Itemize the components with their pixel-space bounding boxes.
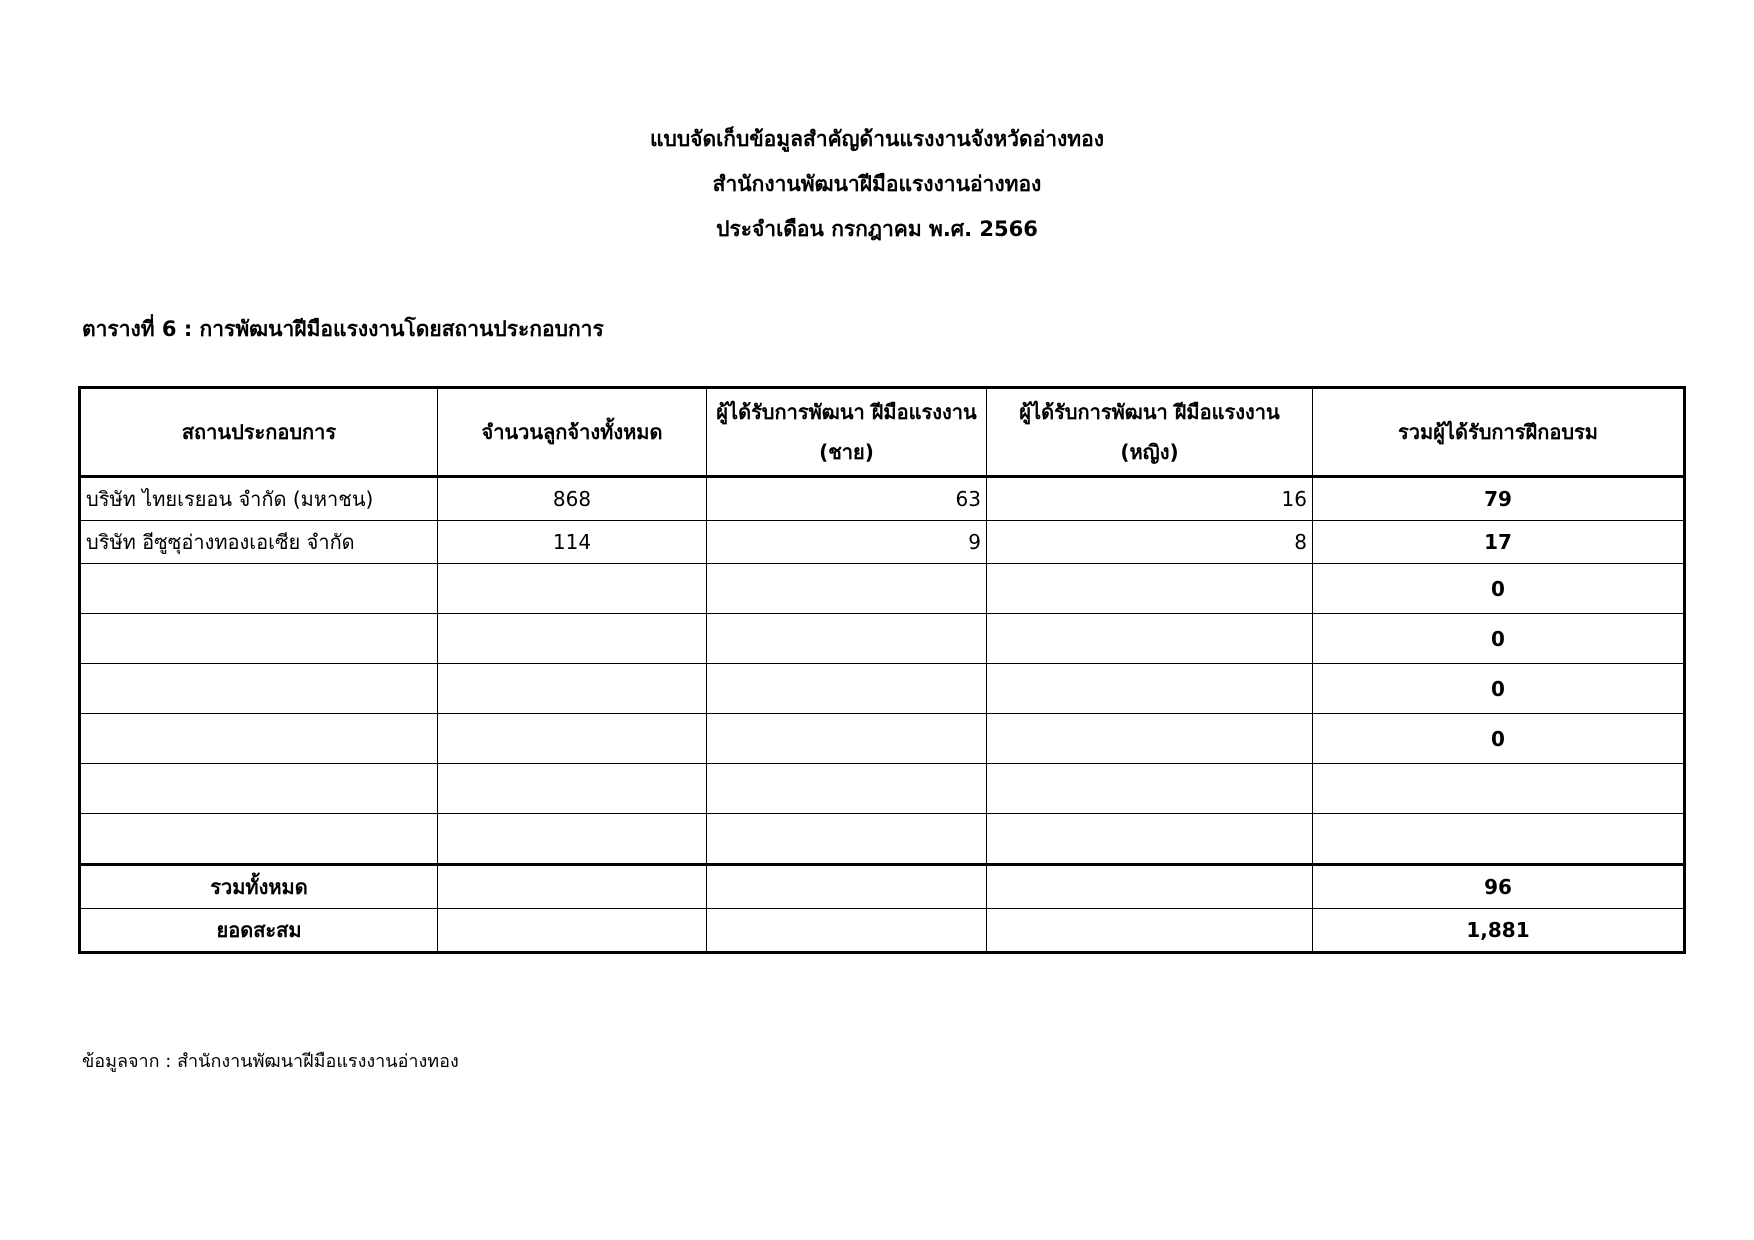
cell-male-trainees [707, 564, 987, 614]
cell-establishment [80, 664, 438, 714]
cell-male-trainees: 63 [707, 477, 987, 521]
cell-total-trainees [1313, 764, 1685, 814]
table-row [80, 477, 1685, 521]
cell-total-trainees: 0 [1313, 564, 1685, 614]
total-row [80, 865, 1685, 909]
cell-total-employees [438, 714, 707, 764]
cell-establishment [80, 714, 438, 764]
cell-establishment: บริษัท อีซูซุอ่างทองเอเซีย จำกัด [80, 521, 438, 564]
total-row-label: รวมทั้งหมด [80, 865, 438, 909]
table-row [80, 714, 1685, 764]
column-header-female-trainees: ผู้ได้รับการพัฒนา ฝีมือแรงงาน (หญิง) [987, 388, 1313, 477]
column-header-total-employees: จำนวนลูกจ้างทั้งหมด [438, 388, 707, 477]
table-row [80, 614, 1685, 664]
source-note: ข้อมูลจาก : สำนักงานพัฒนาฝีมือแรงงานอ่างทอง [82, 1051, 459, 1072]
cell-total-trainees: 17 [1313, 521, 1685, 564]
table-caption: ตารางที่ 6 : การพัฒนาฝีมือแรงงานโดยสถานประกอบการ [82, 317, 604, 341]
header-period: ประจำเดือน กรกฎาคม พ.ศ. 2566 [716, 217, 1038, 241]
total-male-trainees [707, 865, 987, 909]
cell-total-employees [438, 814, 707, 865]
document-header [0, 117, 1754, 252]
cell-establishment [80, 614, 438, 664]
training-table [78, 386, 1686, 954]
cell-female-trainees [987, 714, 1313, 764]
table-row [80, 764, 1685, 814]
column-header-total-trainees: รวมผู้ได้รับการฝึกอบรม [1313, 388, 1685, 477]
column-header-male-trainees: ผู้ได้รับการพัฒนา ฝีมือแรงงาน (ชาย) [707, 388, 987, 477]
cell-female-trainees [987, 614, 1313, 664]
cell-establishment [80, 764, 438, 814]
total-female-trainees [987, 865, 1313, 909]
table-row [80, 521, 1685, 564]
cumulative-total-employees [438, 909, 707, 953]
cell-female-trainees [987, 564, 1313, 614]
cell-female-trainees [987, 664, 1313, 714]
cumulative-row-label: ยอดสะสม [80, 909, 438, 953]
cell-total-employees: 114 [438, 521, 707, 564]
header-row [80, 388, 1685, 477]
cell-total-employees [438, 564, 707, 614]
cell-total-trainees: 0 [1313, 614, 1685, 664]
cell-total-trainees: 0 [1313, 664, 1685, 714]
cell-total-employees: 868 [438, 477, 707, 521]
total-trainees-value: 96 [1313, 865, 1685, 909]
cell-male-trainees [707, 814, 987, 865]
cell-establishment [80, 564, 438, 614]
total-total-employees [438, 865, 707, 909]
cumulative-female-trainees [987, 909, 1313, 953]
cell-female-trainees [987, 814, 1313, 865]
cell-male-trainees [707, 614, 987, 664]
table-row [80, 814, 1685, 865]
cell-establishment [80, 814, 438, 865]
cell-total-employees [438, 664, 707, 714]
cell-total-trainees: 0 [1313, 714, 1685, 764]
cell-female-trainees [987, 764, 1313, 814]
cell-establishment: บริษัท ไทยเรยอน จำกัด (มหาชน) [80, 477, 438, 521]
cumulative-row [80, 909, 1685, 953]
cell-male-trainees [707, 764, 987, 814]
cell-total-employees [438, 764, 707, 814]
table-row [80, 664, 1685, 714]
column-header-establishment: สถานประกอบการ [80, 388, 438, 477]
cell-total-trainees: 79 [1313, 477, 1685, 521]
cell-total-trainees [1313, 814, 1685, 865]
cumulative-trainees-value: 1,881 [1313, 909, 1685, 953]
table-row [80, 564, 1685, 614]
header-title: แบบจัดเก็บข้อมูลสำคัญด้านแรงงานจังหวัดอ่างทอง [649, 127, 1105, 151]
cell-male-trainees: 9 [707, 521, 987, 564]
cell-female-trainees: 8 [987, 521, 1313, 564]
cumulative-male-trainees [707, 909, 987, 953]
cell-male-trainees [707, 714, 987, 764]
cell-male-trainees [707, 664, 987, 714]
cell-female-trainees: 16 [987, 477, 1313, 521]
cell-total-employees [438, 614, 707, 664]
header-office: สำนักงานพัฒนาฝีมือแรงงานอ่างทอง [712, 172, 1042, 196]
